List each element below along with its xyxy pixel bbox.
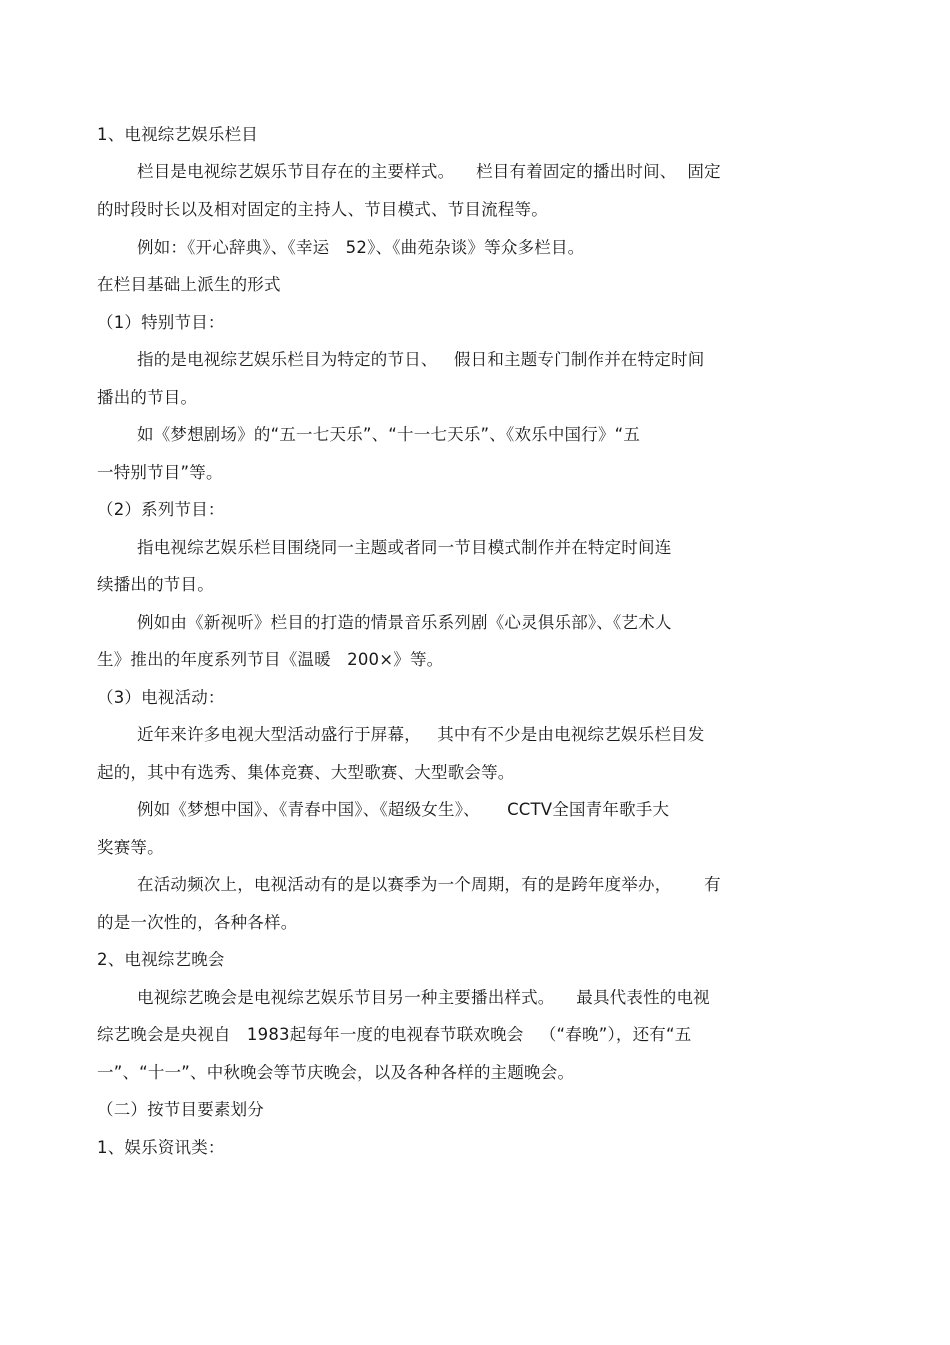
- paragraph-line: 栏目是电视综艺娱乐节目存在的主要样式。 栏目有着固定的播出时间、 固定: [137, 162, 721, 181]
- subheading-series-programs: （2）系列节目：: [97, 500, 225, 519]
- paragraph-line: 例如《梦想中国》、《青春中国》、《超级女生》、 CCTV全国青年歌手大: [137, 800, 670, 819]
- paragraph-line: 如《梦想剧场》的“五一七天乐”、“十一七天乐”、《欢乐中国行》“五: [137, 425, 641, 444]
- section-heading-variety-column: 1、电视综艺娱乐栏目: [97, 125, 258, 144]
- paragraph-line: 的是一次性的，各种各样。: [97, 913, 298, 932]
- paragraph-line: 在活动频次上，电视活动有的是以赛季为一个周期，有的是跨年度举办， 有: [137, 875, 721, 894]
- paragraph-line: 播出的节目。: [97, 388, 198, 407]
- subheading-derived-forms: 在栏目基础上派生的形式: [97, 275, 281, 294]
- section-heading-entertainment-news: 1、娱乐资讯类：: [97, 1138, 225, 1157]
- paragraph-line: 近年来许多电视大型活动盛行于屏幕， 其中有不少是由电视综艺娱乐栏目发: [137, 725, 705, 744]
- paragraph-line: 起的，其中有选秀、集体竞赛、大型歌赛、大型歌会等。: [97, 763, 515, 782]
- subheading-tv-events: （3）电视活动：: [97, 688, 225, 707]
- paragraph-line: 例如由《新视听》栏目的打造的情景音乐系列剧《心灵俱乐部》、《艺术人: [137, 613, 672, 632]
- paragraph-line: 综艺晚会是央视自 1983起每年一度的电视春节联欢晚会 （“春晚”），还有“五: [97, 1025, 692, 1044]
- paragraph-line: 续播出的节目。: [97, 575, 214, 594]
- subheading-special-programs: （1）特别节目：: [97, 313, 225, 332]
- paragraph-line: 指电视综艺娱乐栏目围绕同一主题或者同一节目模式制作并在特定时间连: [137, 538, 672, 557]
- section-heading-by-program-elements: （二）按节目要素划分: [97, 1100, 264, 1119]
- paragraph-line: 例如：《开心辞典》、《幸运 52》、《曲苑杂谈》等众多栏目。: [137, 238, 585, 257]
- paragraph-line: 指的是电视综艺娱乐栏目为特定的节日、 假日和主题专门制作并在特定时间: [137, 350, 705, 369]
- paragraph-line: 的时段时长以及相对固定的主持人、节目模式、节目流程等。: [97, 200, 548, 219]
- paragraph-line: 奖赛等。: [97, 838, 164, 857]
- paragraph-line: 一特别节目”等。: [97, 463, 223, 482]
- paragraph-line: 一”、“十一”、中秋晚会等节庆晚会，以及各种各样的主题晚会。: [97, 1063, 575, 1082]
- section-heading-variety-gala: 2、电视综艺晚会: [97, 950, 225, 969]
- paragraph-line: 电视综艺晚会是电视综艺娱乐节目另一种主要播出样式。 最具代表性的电视: [137, 988, 710, 1007]
- paragraph-line: 生》推出的年度系列节目《温暖 200×》等。: [97, 650, 444, 669]
